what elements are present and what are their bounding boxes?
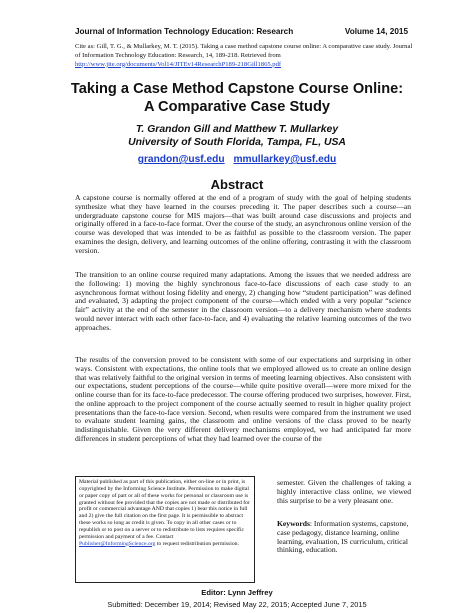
email-link-mullarkey[interactable]: mmullarkey@usf.edu: [233, 154, 337, 165]
author-affiliation: University of South Florida, Tampa, FL, USA: [128, 137, 346, 148]
running-header: [75, 27, 408, 36]
abstract-continuation: semester. Given the challenges of taking a highly interactive class online, we viewed this surprise to be a very pleasant one.: [277, 478, 411, 505]
title-line-1: Taking a Case Method Capstone Course Online:: [70, 81, 404, 97]
citation-block: [75, 43, 419, 69]
abstract-paragraph-3: The results of the conversion proved to be consistent with some of our expectations and surprising in other ways. Consistent with expectations, the online tools that we employed allowed us to create an online design that was relatively faithful to the original version in terms of meeting learning objectives. Also consistent with our expectations, student perceptions of the course—while quite positive overall—were more mixed for the online course than for its face-to-face predecessor. The course offering produced two surprises, however. First, the online approach to the project component of the course actually seemed to result in higher quality project presentations than the face-to-face version. Second, when results were compared from the instrument we used to evaluate student learning gains, the classroom and online versions of the class proved to be nearly indistinguishable. Given the very different delivery mechanisms employed, we had anticipated far more differences in student perceptions of what they had learned over the course of the: [75, 355, 411, 443]
author-emails: [60, 154, 414, 165]
citation-url-link[interactable]: http://www.jite.org/documents/Vol14/JITEv14ResearchP189-218Gill1865.pdf: [75, 60, 282, 68]
copyright-suffix: to request redistribution permission.: [156, 540, 239, 547]
publisher-email-link[interactable]: Publisher@InformingScience.org: [79, 540, 156, 547]
author-names: T. Grandon Gill and Matthew T. Mullarkey: [135, 124, 339, 135]
copyright-notice-box: [75, 476, 255, 583]
citation-text: Cite as: Gill, T. G., & Mullarkey, M. T. (2015). Taking a case method capstone course online: A comparative case study. Journal of Information Technology Education: Research, 14, 189-218. Retrieved from: [75, 43, 413, 59]
keywords-text: : Information systems, capstone, case pedagogy, distance learning, online learning, evaluation, IS curriculum, critical thinking, education.: [277, 519, 409, 555]
email-link-gill[interactable]: grandon@usf.edu: [137, 154, 225, 165]
keywords-block: [277, 520, 411, 555]
submission-dates: Submitted: December 19, 2014; Revised May 22, 2015; Accepted June 7, 2015: [107, 600, 367, 609]
keywords-label: Keywords: [277, 519, 310, 528]
journal-name: Journal of Information Technology Education: Research: [75, 27, 294, 36]
paper-title: [60, 80, 414, 116]
abstract-paragraph-1: A capstone course is normally offered at the end of a program of study with the goal of helping students synthesize what they have learned in the courses preceding it. The paper describes such a course—an undergraduate capstone course for MIS majors—that was built around case discussions and projects and originally offered in a face-to-face format. Over the course of the study, an asynchronous online version of the course was developed that was intended to be as faithful as possible to the classroom version. The paper examines the design, delivery, and learning outcomes of the online offering, contrasting it with the classroom version.: [75, 193, 411, 255]
abstract-heading: Abstract: [210, 177, 264, 192]
title-line-2: A Comparative Case Study: [144, 99, 330, 115]
author-block: [60, 123, 414, 149]
volume-label: Volume 14, 2015: [344, 27, 408, 36]
abstract-paragraph-2: The transition to an online course required many adaptations. Among the issues that we needed address are the following: 1) moving the highly synchronous face-to-face discussions of each case study to an asynchronous format without losing fidelity and energy, 2) changing how “student participation” was defined and evaluated, 3) adapting the project component of the course—which ended with a very popular “science fair” activity at the end of the semester in the classroom version—to a delivery mechanism where students would never interact with each other face-to-face, and 4) evaluating the relative learning outcomes of the two approaches.: [75, 270, 411, 332]
copyright-text: Material published as part of this publication, either on-line or in print, is copyrighted by the Informing Science Institute. Permission to make digital or paper copy of part or all of these works for personal or classroom use is granted without fee provided that the copies are not made or distributed for profit or commercial advantage AND that copies 1) bear this notice in full and 2) give the full citation on the first page. It is permissible to abstract these works so long as credit is given. To copy in all other cases or to republish or to post on a server or to redistribute to lists requires specific permission and payment of a fee. Contact: [79, 479, 250, 540]
editor-line: Editor: Lynn Jeffrey: [201, 588, 273, 597]
